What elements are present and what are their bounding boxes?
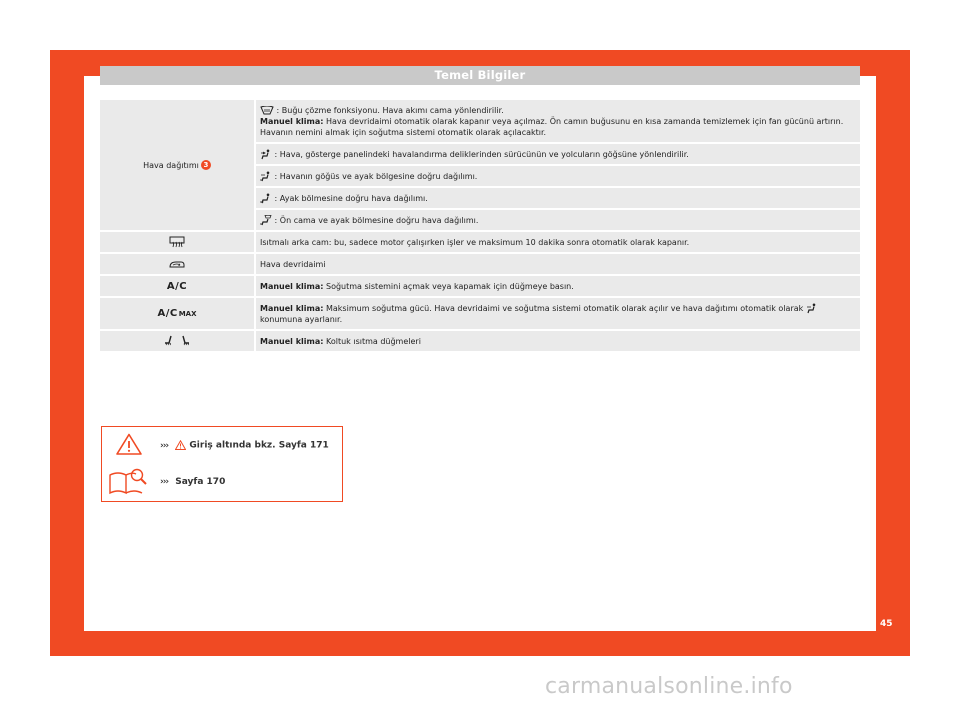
warning-reference[interactable]	[160, 440, 329, 451]
table-row	[100, 100, 860, 230]
chest-feet-cell	[256, 166, 860, 186]
vent-chest-feet-icon	[260, 171, 272, 182]
chest-feet-text: : Havanın göğüs ve ayak bölgesine doğru dağılımı.	[274, 172, 478, 181]
table-row	[100, 276, 860, 296]
row-icon-cell	[100, 331, 254, 351]
ac-max-text-end: konumuna ayarlanır.	[260, 315, 343, 324]
air-distribution-label: Hava dağıtımı	[143, 160, 199, 170]
feet-cell	[256, 188, 860, 208]
ac-max-text: Maksimum soğutma gücü. Hava devridaimi ve soğutma sistemi otomatik olarak açılır ve hava dağıtımı otomatik olarak	[323, 304, 804, 313]
defrost-manual-text: Hava devridaimi otomatik olarak kapanır veya açılmaz. Ön camın buğusunu en kısa zamanda temizlemek için fan gücünü artırın. Havanın nemini almak için soğutma sistemi otomatik olarak açılacaktır.	[260, 117, 844, 137]
recirculation-icon	[168, 259, 186, 270]
table-row	[100, 254, 860, 274]
page-title: Temel Bilgiler	[100, 66, 860, 85]
vent-feet-icon	[260, 193, 272, 204]
defrost-cell	[256, 100, 860, 142]
manual-climate-label: Manuel klima:	[260, 304, 324, 313]
vent-chest-icon	[260, 149, 272, 160]
ac-text: Soğutma sistemini açmak veya kapamak için düğmeye basın.	[323, 282, 574, 291]
ac-max-cell	[256, 298, 860, 329]
chest-cell	[256, 144, 860, 164]
rear-window-text: Isıtmalı arka cam: bu, sadece motor çalışırken işler ve maksimum 10 dakika sonra otomatik olarak kapanır.	[260, 238, 690, 247]
vent-windshield-feet-icon	[260, 215, 272, 226]
vent-chest-icon	[806, 303, 818, 314]
defrost-text: : Buğu çözme fonksiyonu. Hava akımı cama yönlendirilir.	[276, 106, 504, 115]
feet-text: : Ayak bölmesine doğru hava dağılımı.	[274, 194, 428, 203]
manual-climate-label: Manuel klima:	[260, 282, 324, 291]
recirculation-cell	[256, 254, 860, 274]
table-row	[100, 232, 860, 252]
table-row	[100, 331, 860, 351]
windshield-feet-text: : Ön cama ve ayak bölmesine doğru hava dağılımı.	[274, 216, 479, 225]
defrost-icon	[260, 106, 274, 115]
book-text: Sayfa 170	[175, 477, 226, 487]
ac-max-suffix: MAX	[178, 309, 197, 318]
page-reference[interactable]	[160, 477, 225, 487]
ac-max-symbol: A/C	[157, 308, 178, 319]
rear-window-cell	[256, 232, 860, 252]
seat-heating-text: Koltuk ısıtma düğmeleri	[323, 337, 421, 346]
reference-note-box	[101, 426, 343, 502]
windshield-feet-cell	[256, 210, 860, 230]
table-row	[100, 298, 860, 329]
seat-heating-cell	[256, 331, 860, 351]
ac-cell	[256, 276, 860, 296]
rear-window-heat-icon	[169, 236, 185, 248]
seat-heat-icon	[163, 335, 175, 347]
row-icon-cell	[100, 254, 254, 274]
warning-icon	[175, 440, 186, 450]
recirculation-text: Hava devridaimi	[260, 260, 326, 269]
row-label-cell	[100, 100, 254, 230]
manual-climate-label: Manuel klima:	[260, 117, 324, 126]
seat-heat-icon	[179, 335, 191, 347]
manual-climate-label: Manuel klima:	[260, 337, 324, 346]
row-icon-cell	[100, 276, 254, 296]
book-icon	[108, 467, 152, 495]
chest-text: : Hava, gösterge panelindeki havalandırma deliklerinden sürücünün ve yolcuların göğsüne yönlendirilir.	[274, 150, 689, 159]
page-number: 45	[880, 619, 893, 629]
ac-symbol: A/C	[166, 280, 188, 292]
row-icon-cell	[100, 298, 254, 329]
arrows: ›››	[160, 477, 169, 487]
reference-badge: 3	[201, 160, 211, 170]
warning-text: Giriş altında bkz. Sayfa 171	[189, 440, 329, 451]
warning-icon	[116, 433, 142, 455]
watermark: carmanualsonline.info	[545, 674, 793, 699]
row-icon-cell	[100, 232, 254, 252]
arrows: ›››	[160, 440, 169, 451]
controls-table	[100, 100, 860, 353]
